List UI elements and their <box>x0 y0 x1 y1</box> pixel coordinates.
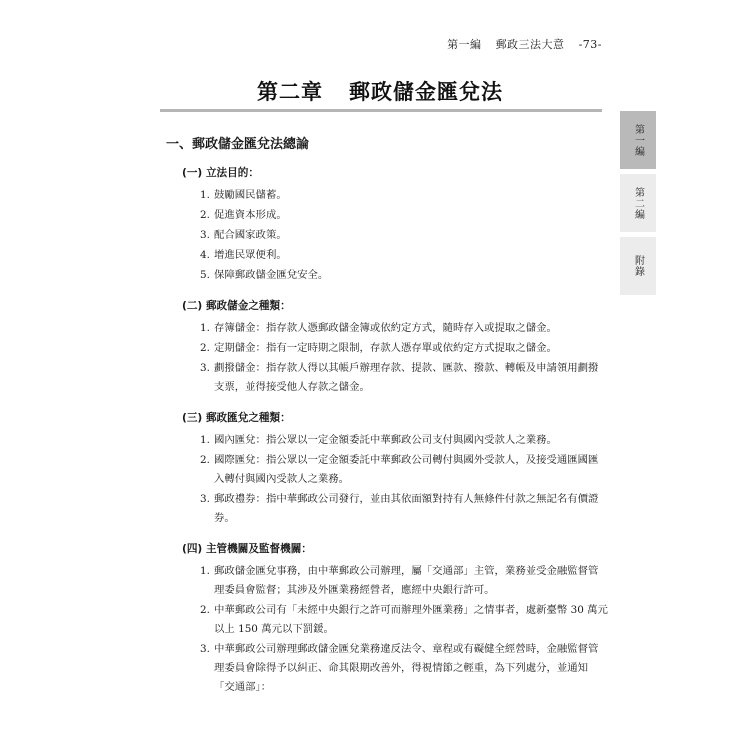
item-number: 2. <box>200 209 210 221</box>
item-number: 1. <box>200 322 210 334</box>
chapter-number: 第二章 <box>257 80 323 104</box>
item-number: 1. <box>200 434 210 446</box>
list-item <box>200 640 608 697</box>
subsection-title: (一) 立法目的： <box>182 167 259 179</box>
subsection-title: (二) 郵政儲金之種類： <box>182 300 291 312</box>
subsection-authorities <box>166 541 608 697</box>
item-text: 國際匯兌：指公眾以一定金額委託中華郵政公司轉付與國外受款人，及接受通匯國匯入轉付與國內受款人之業務。 <box>214 454 599 485</box>
side-tab-label: 第一編 <box>632 123 644 157</box>
item-number: 2. <box>200 342 210 354</box>
list-item <box>200 319 608 338</box>
item-text: 保障郵政儲金匯兌安全。 <box>214 269 329 281</box>
list-item <box>200 339 608 358</box>
list-item <box>200 246 608 265</box>
item-number: 2. <box>200 454 210 466</box>
item-text: 配合國家政策。 <box>214 229 287 241</box>
list-item <box>200 186 608 205</box>
chapter-name: 郵政儲金匯兌法 <box>349 80 503 104</box>
item-list <box>166 562 608 697</box>
item-number: 3. <box>200 362 210 374</box>
chapter-title <box>160 76 600 106</box>
list-item <box>200 431 608 450</box>
side-tab-part-2[interactable] <box>620 174 656 232</box>
title-rule <box>160 109 602 112</box>
item-text: 定期儲金：指有一定時期之限制，存款人憑存單或依約定方式提取之儲金。 <box>214 342 557 354</box>
item-number: 1. <box>200 565 210 577</box>
item-text: 中華郵政公司辦理郵政儲金匯兌業務違反法令、章程或有礙健全經營時，金融監督管理委員會除得予以糾正、命其限期改善外，得視情節之輕重，為下列處分，並通知「交通部」： <box>214 643 599 693</box>
subsection-purpose <box>166 165 608 285</box>
list-item <box>200 359 608 397</box>
subsection-remittance-types <box>166 410 608 528</box>
item-number: 3. <box>200 493 210 505</box>
item-text: 郵政儲金匯兌事務，由中華郵政公司辦理，屬「交通部」主管，業務並受金融監督管理委員會監督；其涉及外匯業務經營者，應經中央銀行許可。 <box>214 565 599 596</box>
side-tabs <box>620 111 656 300</box>
item-list <box>166 319 608 397</box>
subsection-savings-types <box>166 298 608 397</box>
side-tab-appendix[interactable] <box>620 237 656 295</box>
list-item <box>200 562 608 600</box>
item-text: 鼓勵國民儲蓄。 <box>214 189 287 201</box>
side-tab-label: 附錄 <box>632 255 644 277</box>
header-subject: 郵政三法大意 <box>495 38 565 51</box>
item-number: 3. <box>200 643 210 655</box>
item-list <box>166 186 608 285</box>
item-list <box>166 431 608 528</box>
page-body <box>166 133 608 710</box>
item-number: 2. <box>200 604 210 616</box>
header-page-number: -73- <box>578 38 602 51</box>
item-text: 增進民眾便利。 <box>214 249 287 261</box>
item-text: 中華郵政公司有「未經中央銀行之許可而辦理外匯業務」之情事者，處新臺幣 30 萬元以上 150 萬元以下罰鍰。 <box>214 604 608 635</box>
item-number: 1. <box>200 189 210 201</box>
subsection-title: (三) 郵政匯兌之種類： <box>182 412 291 424</box>
item-number: 5. <box>200 269 210 281</box>
list-item <box>200 451 608 489</box>
list-item <box>200 601 608 639</box>
item-text: 國內匯兌：指公眾以一定金額委託中華郵政公司支付與國內受款人之業務。 <box>214 434 557 446</box>
list-item <box>200 206 608 225</box>
item-text: 劃撥儲金：指存款人得以其帳戶辦理存款、提款、匯款、撥款、轉帳及申請領用劃撥支票，並得接受他人存款之儲金。 <box>214 362 599 393</box>
item-text: 郵政禮券：指中華郵政公司發行，並由其依面額對持有人無條件付款之無記名有價證券。 <box>214 493 599 524</box>
running-header <box>437 36 602 52</box>
list-item <box>200 490 608 528</box>
item-text: 存簿儲金：指存款人憑郵政儲金簿或依約定方式，隨時存入或提取之儲金。 <box>214 322 557 334</box>
header-part: 第一編 <box>447 38 482 51</box>
side-tab-part-1[interactable] <box>620 111 656 169</box>
item-text: 促進資本形成。 <box>214 209 287 221</box>
side-tab-label: 第二編 <box>632 186 644 220</box>
item-number: 4. <box>200 249 210 261</box>
subsection-title: (四) 主管機關及監督機關： <box>182 543 312 555</box>
list-item <box>200 266 608 285</box>
item-number: 3. <box>200 229 210 241</box>
section-title: 一、郵政儲金匯兌法總論 <box>166 137 310 152</box>
list-item <box>200 226 608 245</box>
